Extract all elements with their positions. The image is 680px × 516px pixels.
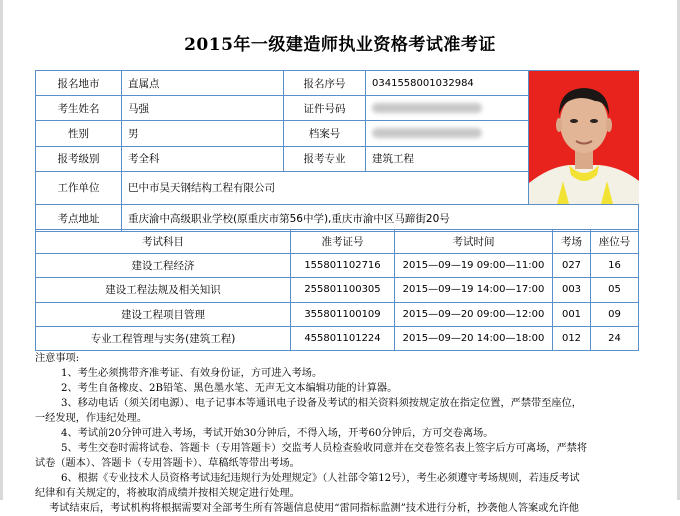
id-value-redacted — [366, 96, 529, 121]
level-value: 考全科 — [122, 146, 284, 171]
subject-cell: 建设工程法规及相关知识 — [36, 278, 291, 302]
employer-label: 工作单位 — [36, 171, 122, 204]
header-ticket: 准考证号 — [291, 230, 395, 254]
note-line: 4、考试前20分钟可进入考场，考试开始30分钟后，不得入场，开考60分钟后，方可交卷离场。 — [61, 428, 494, 439]
level-label: 报考级别 — [36, 146, 122, 171]
ticket-cell: 155801102716 — [291, 254, 395, 278]
file-no-label: 档案号 — [284, 121, 366, 146]
subject-cell: 专业工程管理与实务(建筑工程) — [36, 326, 291, 350]
notes-heading: 注意事项: — [35, 353, 80, 364]
reg-no-value: 0341558001032984 — [366, 71, 529, 96]
seat-cell: 16 — [591, 254, 639, 278]
time-cell: 2015—09—19 09:00—11:00 — [395, 254, 553, 278]
room-cell: 012 — [553, 326, 591, 350]
city-label: 报名地市 — [36, 71, 122, 96]
ticket-cell: 255801100305 — [291, 278, 395, 302]
employer-value: 巴中市昊天钢结构工程有限公司 — [122, 171, 529, 204]
id-label: 证件号码 — [284, 96, 366, 121]
seat-cell: 24 — [591, 326, 639, 350]
exam-header-row — [36, 230, 639, 254]
note-line: 5、考生交卷时需将试卷、答题卡（专用答题卡）交监考人员检查验收同意并在交卷签名表上签字后方可离场，严禁将 — [61, 443, 588, 454]
gender-value: 男 — [122, 121, 284, 146]
table-row — [36, 326, 639, 350]
ticket-cell: 455801101224 — [291, 326, 395, 350]
reg-no-label: 报名序号 — [284, 71, 366, 96]
photo-cell — [529, 71, 639, 205]
notes-section — [35, 351, 640, 516]
venue-label: 考点地址 — [36, 205, 122, 232]
note-line: 1、考生必须携带齐准考证、有效身份证，方可进入考场。 — [61, 368, 323, 379]
room-cell: 001 — [553, 302, 591, 326]
major-value: 建筑工程 — [366, 146, 529, 171]
time-cell: 2015—09—20 09:00—12:00 — [395, 302, 553, 326]
room-cell: 027 — [553, 254, 591, 278]
room-cell: 003 — [553, 278, 591, 302]
page-edge-left — [0, 0, 3, 500]
header-room: 考场 — [553, 230, 591, 254]
header-time: 考试时间 — [395, 230, 553, 254]
page-title: 2015年一级建造师执业资格考试准考证 — [184, 35, 496, 55]
name-label: 考生姓名 — [36, 96, 122, 121]
candidate-photo — [529, 71, 638, 204]
header-subject: 考试科目 — [36, 230, 291, 254]
file-no-value-redacted — [366, 121, 529, 146]
subject-cell: 建设工程项目管理 — [36, 302, 291, 326]
city-value: 直属点 — [122, 71, 284, 96]
seat-cell: 09 — [591, 302, 639, 326]
note-line: 考试结束后，考试机构将根据需要对全部考生所有答题信息使用“雷同指标监测”技术进行分析，抄袭他人答案或允许他 — [49, 503, 579, 514]
major-label: 报考专业 — [284, 146, 366, 171]
exam-schedule-table — [35, 229, 639, 351]
note-line: 试卷（题本）、答题卡（专用答题卡）、草稿纸等带出考场。 — [35, 458, 300, 469]
subject-cell: 建设工程经济 — [36, 254, 291, 278]
ticket-cell: 355801100109 — [291, 302, 395, 326]
note-line: 纪律和有关规定的，将被取消成绩并按相关规定进行处理。 — [35, 488, 300, 499]
note-line: 6、根据《专业技术人员资格考试违纪违规行为处理规定》（人社部令第12号），考生必须遵守考场规则，若违反考试 — [61, 473, 580, 484]
time-cell: 2015—09—20 14:00—18:00 — [395, 326, 553, 350]
note-line: 3、移动电话（须关闭电源）、电子记事本等通讯电子设备及考试的相关资料须按规定放在指定位置，严禁带至座位， — [61, 398, 582, 409]
name-value: 马强 — [122, 96, 284, 121]
table-row — [36, 302, 639, 326]
table-row — [36, 278, 639, 302]
time-cell: 2015—09—19 14:00—17:00 — [395, 278, 553, 302]
header-seat: 座位号 — [591, 230, 639, 254]
gender-label: 性别 — [36, 121, 122, 146]
note-line: 2、考生自备橡皮、2B铅笔、黑色墨水笔、无声无文本编辑功能的计算器。 — [61, 383, 398, 394]
note-line: 一经发现，作违纪处理。 — [35, 413, 148, 424]
seat-cell: 05 — [591, 278, 639, 302]
candidate-info-table — [35, 70, 639, 232]
table-row — [36, 254, 639, 278]
venue-value: 重庆渝中高级职业学校(原重庆市第56中学),重庆市渝中区马蹄街20号 — [122, 205, 639, 232]
